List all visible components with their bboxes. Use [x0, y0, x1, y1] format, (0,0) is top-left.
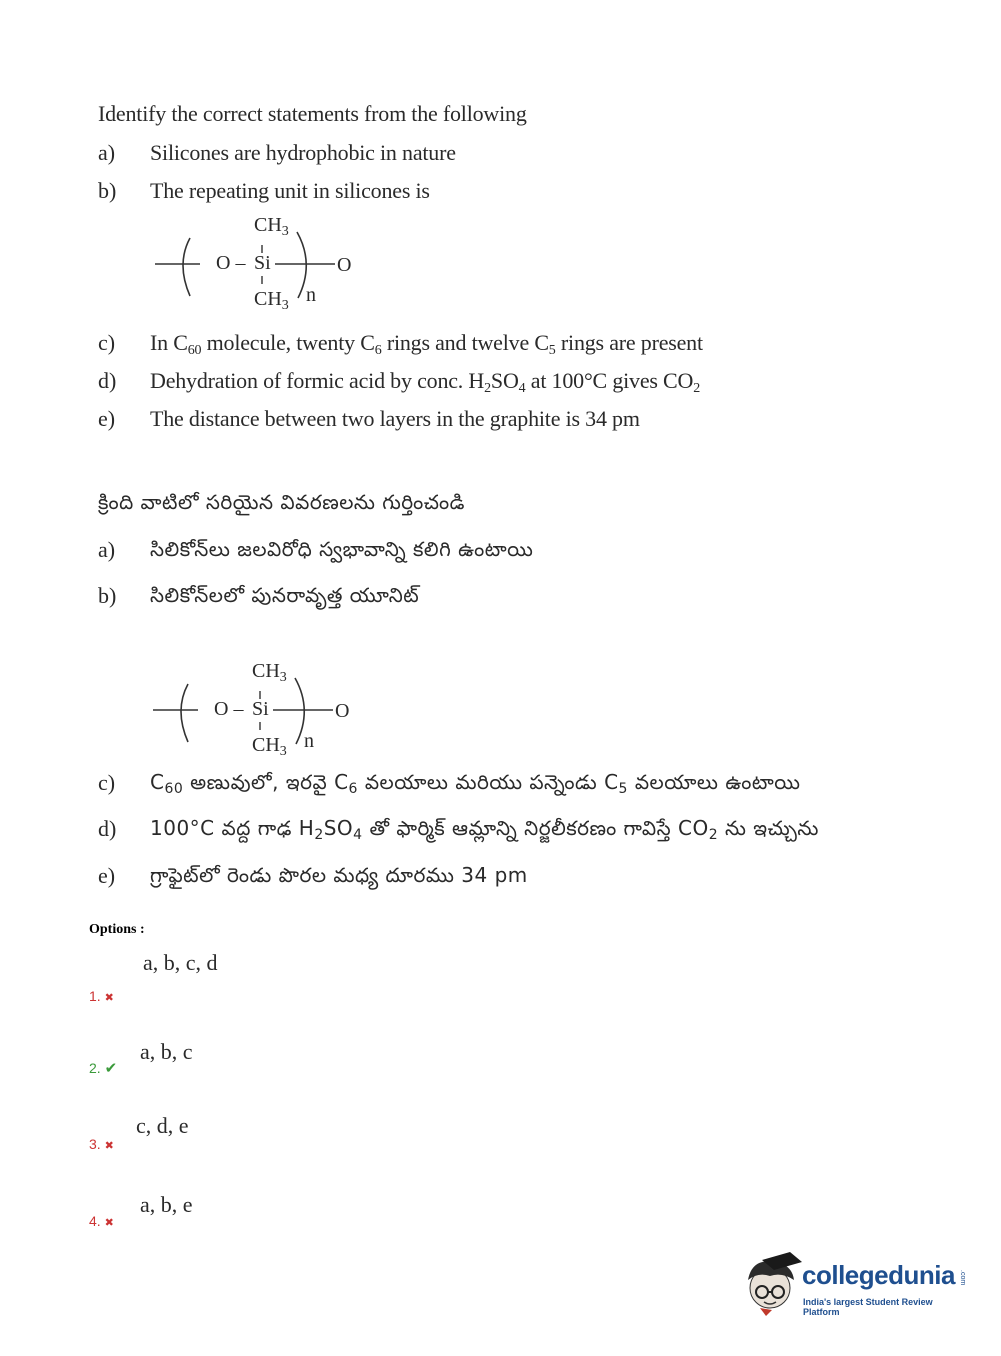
statement-label-c-en: c)	[98, 330, 116, 355]
wrong-icon: ✖	[104, 1217, 114, 1229]
statement-a-en: Silicones are hydrophobic in nature	[150, 140, 456, 165]
oxygen-right-te: O	[335, 700, 350, 722]
question-stem-te: క్రింది వాటిలో సరియైన వివరణలను గుర్తించండి	[98, 490, 465, 514]
statement-label-b-en: b)	[98, 178, 117, 203]
question-stem-en: Identify the correct statements from the following	[98, 101, 527, 126]
statement-label-e-te: e)	[98, 863, 116, 888]
statement-d-en: Dehydration of formic acid by conc. $H_2SO_4$ at 100°C gives $CO_2$	[150, 368, 701, 396]
option-3-number: 3. ✖	[89, 1136, 114, 1152]
wrong-icon: ✖	[104, 1140, 114, 1152]
silicon-atom: Si	[254, 252, 271, 274]
oxygen-left-te: O –	[214, 698, 244, 720]
brand-tagline: India's largest Student Review Platform	[803, 1297, 933, 1317]
option-4-number: 4. ✖	[89, 1213, 114, 1229]
silicone-repeat-unit-structure	[150, 210, 370, 320]
option-3-value[interactable]: c, d, e	[136, 1113, 189, 1138]
statement-label-e-en: e)	[98, 406, 116, 431]
repeat-n-te: n	[304, 730, 314, 752]
methyl-bottom-te: $CH_3$	[252, 734, 287, 759]
oxygen-left: O –	[216, 252, 246, 274]
statement-b-te: సిలికోన్‌లలో పునరావృత్త యూనిట్	[150, 583, 420, 607]
collegedunia-logo[interactable]	[742, 1250, 970, 1320]
correct-check-icon: ✔	[104, 1060, 118, 1077]
options-heading: Options :	[89, 922, 145, 937]
methyl-top: $CH_3$	[254, 214, 289, 239]
brand-suffix: .com	[959, 1270, 966, 1286]
statement-b-en: The repeating unit in silicones is	[150, 178, 430, 203]
mascot-icon	[742, 1250, 804, 1316]
statement-label-a-te: a)	[98, 537, 116, 562]
statement-e-te: గ్రాఫైట్‌లో రెండు పొరల మధ్య దూరము 34 pm	[150, 863, 528, 887]
statement-label-b-te: b)	[98, 583, 117, 608]
methyl-bottom: $CH_3$	[254, 288, 289, 313]
silicon-atom-te: Si	[252, 698, 269, 720]
statement-d-te: 100°C వద్ద గాఢ $H_2SO_4$ తో ఫార్మిక్ ఆమ్లాన్ని నిర్జలీకరణం గావిస్తే $CO_2$ ను ఇచ్చును	[150, 816, 819, 843]
statement-label-a-en: a)	[98, 140, 116, 165]
brand-name: collegedunia	[802, 1260, 955, 1290]
wrong-icon: ✖	[104, 992, 114, 1004]
statement-label-d-en: d)	[98, 368, 117, 393]
statement-label-c-te: c)	[98, 770, 116, 795]
oxygen-right: O	[337, 254, 352, 276]
statement-e-en: The distance between two layers in the graphite is 34 pm	[150, 406, 640, 431]
option-1-number: 1. ✖	[89, 988, 114, 1004]
statement-c-te: $C_{60}$ అణువులో, ఇరవై $C_6$ వలయాలు మరియు పన్నెండు $C_5$ వలయాలు ఉంటాయి	[150, 770, 801, 797]
repeat-n: n	[306, 284, 316, 306]
statement-a-te: సిలికోన్‌లు జలవిరోధి స్వభావాన్ని కలిగి ఉంటాయి	[150, 537, 534, 561]
methyl-top-te: $CH_3$	[252, 660, 287, 685]
statement-label-d-te: d)	[98, 816, 117, 841]
option-1-value[interactable]: a, b, c, d	[143, 950, 218, 975]
option-2-value[interactable]: a, b, c	[140, 1039, 193, 1064]
silicone-repeat-unit-structure-te	[148, 656, 368, 766]
statement-c-en: In $C_{60}$ molecule, twenty $C_6$ rings and twelve $C_5$ rings are present	[150, 330, 703, 358]
option-2-number: 2. ✔	[89, 1060, 118, 1077]
option-4-value[interactable]: a, b, e	[140, 1192, 193, 1217]
